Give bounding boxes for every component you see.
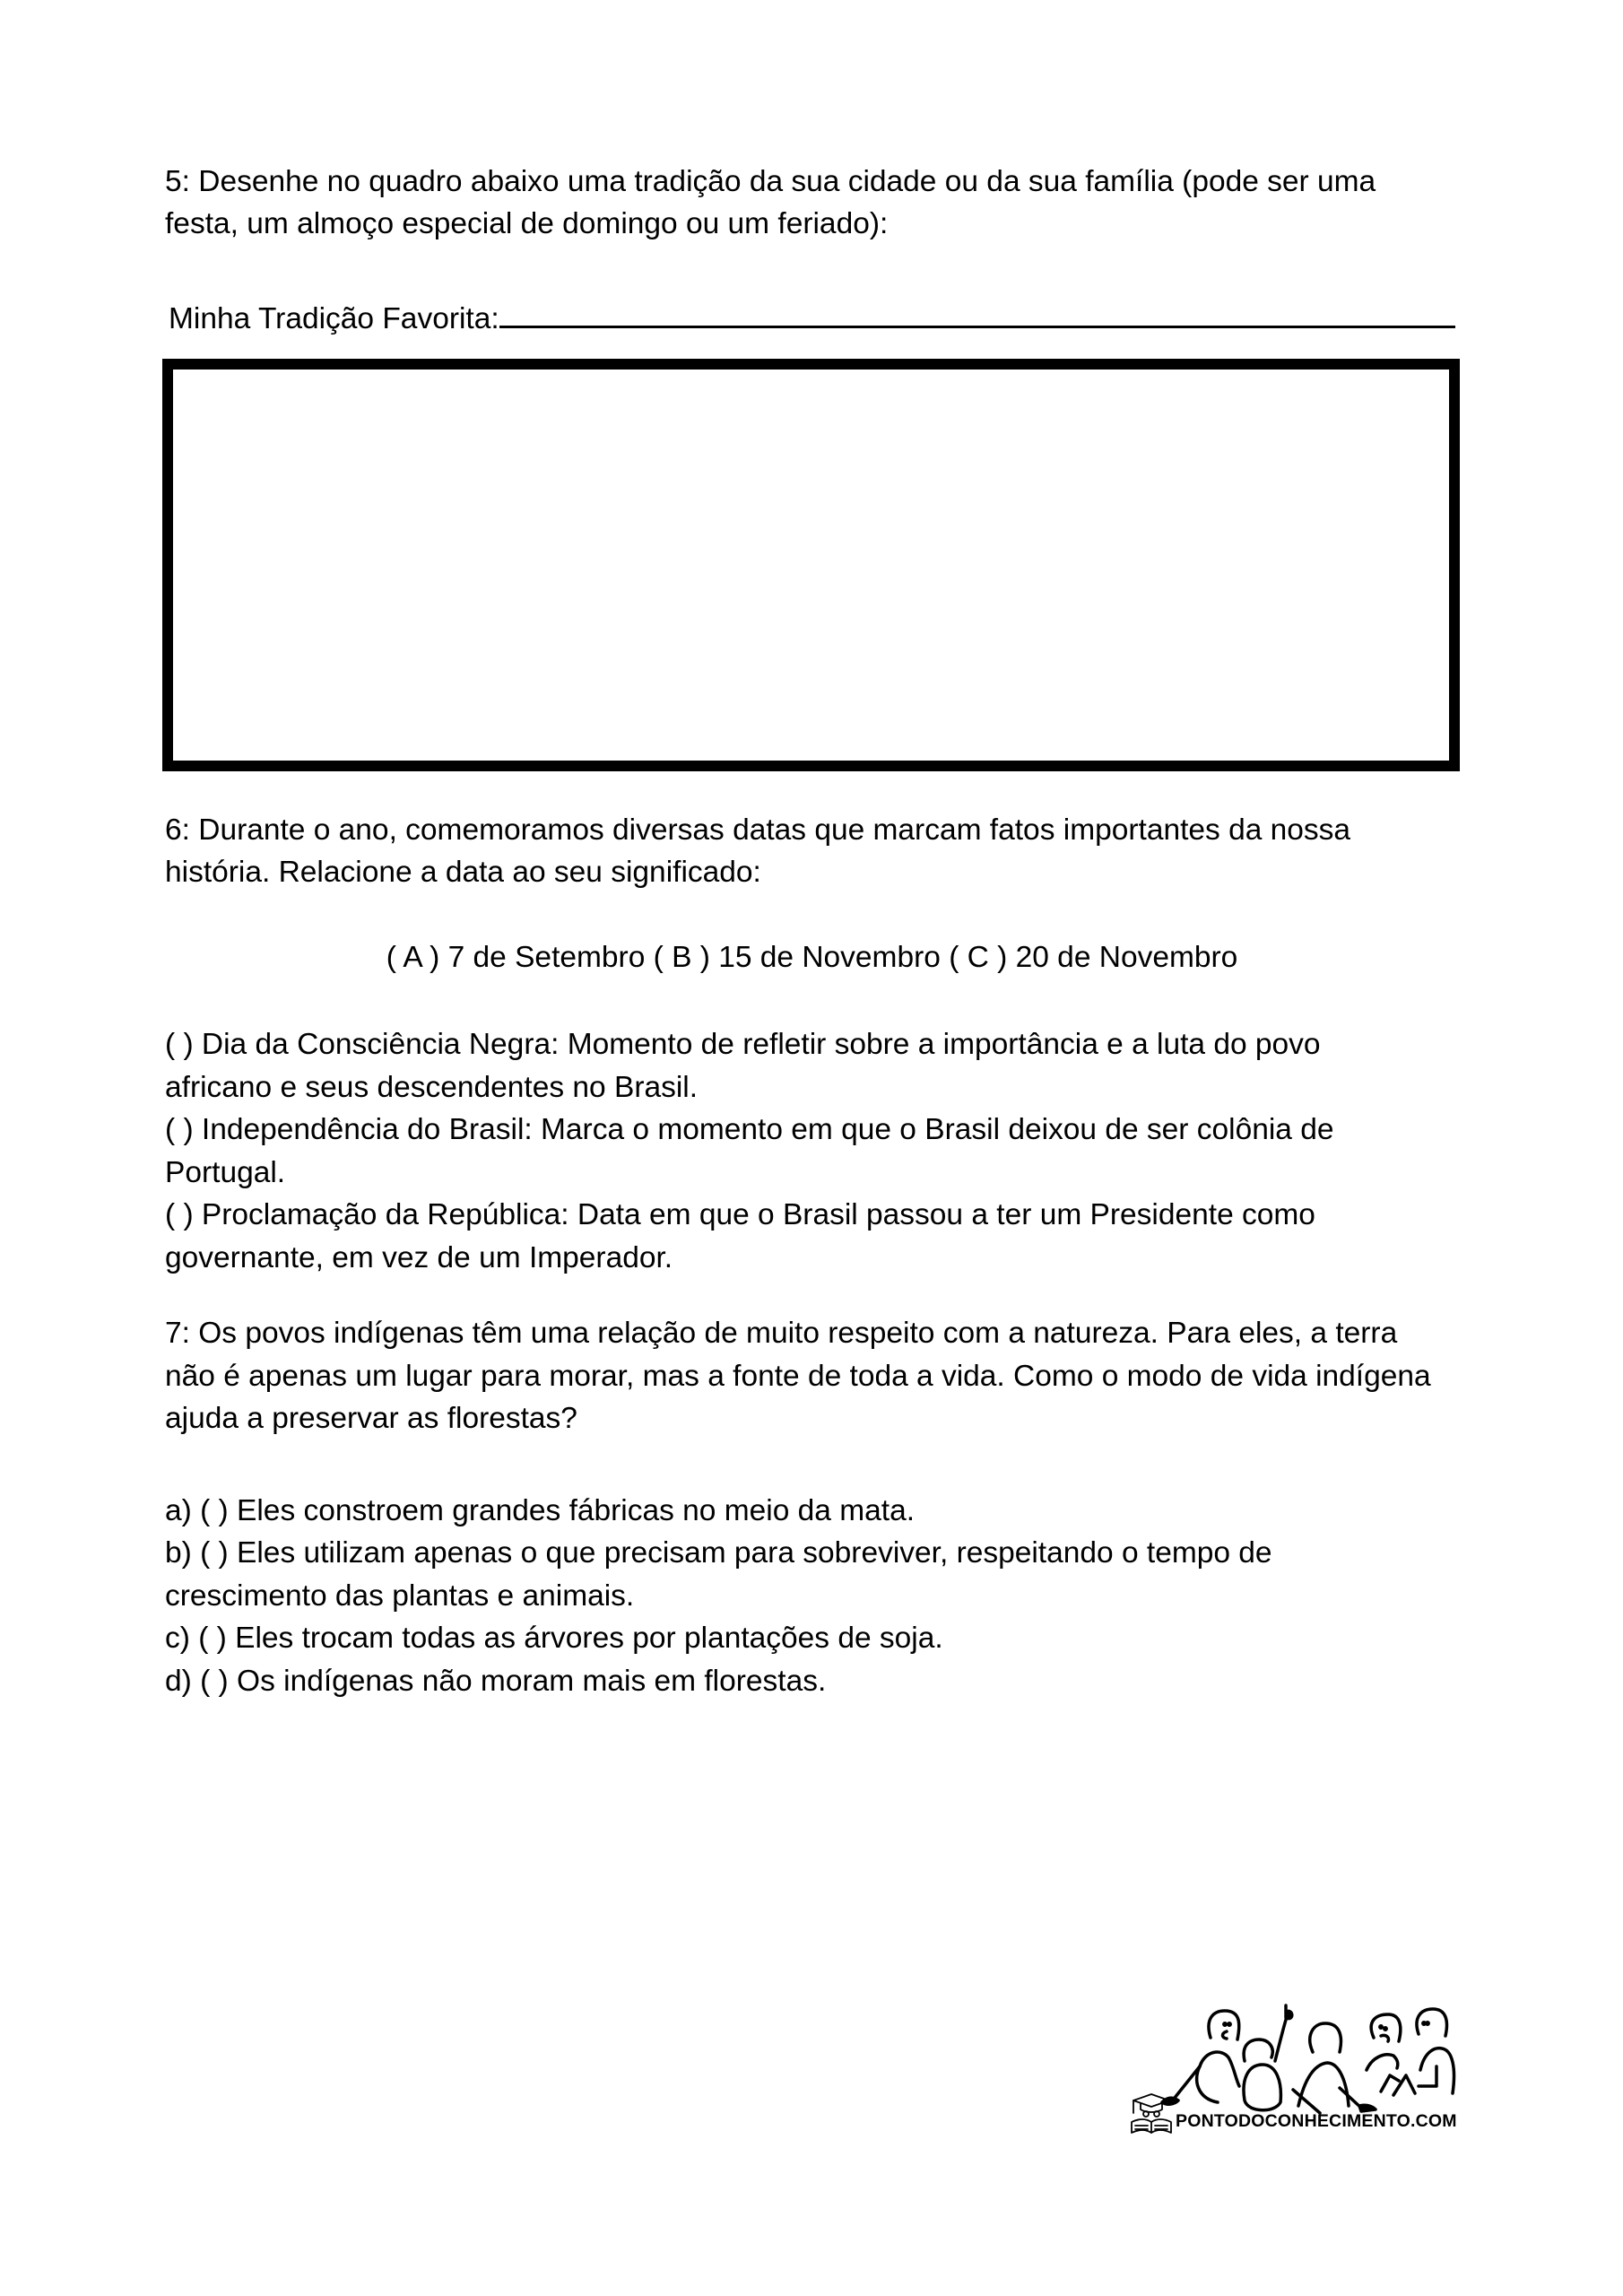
logo-text: PONTODOCONHECIMENTO.COM bbox=[1176, 2111, 1457, 2131]
match-item-line: Portugal. bbox=[165, 1156, 286, 1189]
dates-options-line: ( A ) 7 de Setembro ( B ) 15 de Novembro ( C ) 20 de Novembro bbox=[386, 941, 1238, 974]
answer-option-line: c) ( ) Eles trocam todas as árvores por plantações de soja. bbox=[165, 1622, 943, 1655]
drawing-box[interactable] bbox=[162, 359, 1460, 771]
answer-option-line: crescimento das plantas e animais. bbox=[165, 1579, 635, 1613]
question-7-text-line: ajuda a preservar as florestas? bbox=[165, 1402, 577, 1435]
question-6-text-line: 6: Durante o ano, comemoramos diversas datas que marcam fatos importantes da nossa bbox=[165, 813, 1351, 847]
question-7-text-line: não é apenas um lugar para morar, mas a fonte de toda a vida. Como o modo de vida indígena bbox=[165, 1360, 1431, 1393]
match-item-line: governante, em vez de um Imperador. bbox=[165, 1241, 673, 1274]
question-5-text-line: 5: Desenhe no quadro abaixo uma tradição da sua cidade ou da sua família (pode ser uma bbox=[165, 165, 1376, 198]
answer-option-line: a) ( ) Eles constroem grandes fábricas no meio da mata. bbox=[165, 1494, 916, 1527]
question-7-text-line: 7: Os povos indígenas têm uma relação de muito respeito com a natureza. Para eles, a terra bbox=[165, 1317, 1398, 1350]
question-6-text-line: história. Relacione a data ao seu significado: bbox=[165, 856, 761, 889]
match-item-line: ( ) Proclamação da República: Data em que o Brasil passou a ter um Presidente como bbox=[165, 1198, 1315, 1231]
question-5-text-line: festa, um almoço especial de domingo ou um feriado): bbox=[165, 207, 889, 240]
favorite-tradition-label: Minha Tradição Favorita: bbox=[169, 302, 499, 335]
favorite-tradition-row bbox=[169, 300, 1455, 337]
favorite-tradition-answer-line[interactable] bbox=[499, 300, 1455, 328]
match-item-line: africano e seus descendentes no Brasil. bbox=[165, 1071, 699, 1104]
match-item-line: ( ) Dia da Consciência Negra: Momento de refletir sobre a importância e a luta do povo bbox=[165, 1028, 1321, 1061]
answer-option-line: d) ( ) Os indígenas não moram mais em florestas. bbox=[165, 1665, 827, 1698]
answer-option-line: b) ( ) Eles utilizam apenas o que precisam para sobreviver, respeitando o tempo de bbox=[165, 1536, 1272, 1570]
site-logo bbox=[1128, 2002, 1469, 2145]
match-item-line: ( ) Independência do Brasil: Marca o momento em que o Brasil deixou de ser colônia de bbox=[165, 1113, 1334, 1146]
